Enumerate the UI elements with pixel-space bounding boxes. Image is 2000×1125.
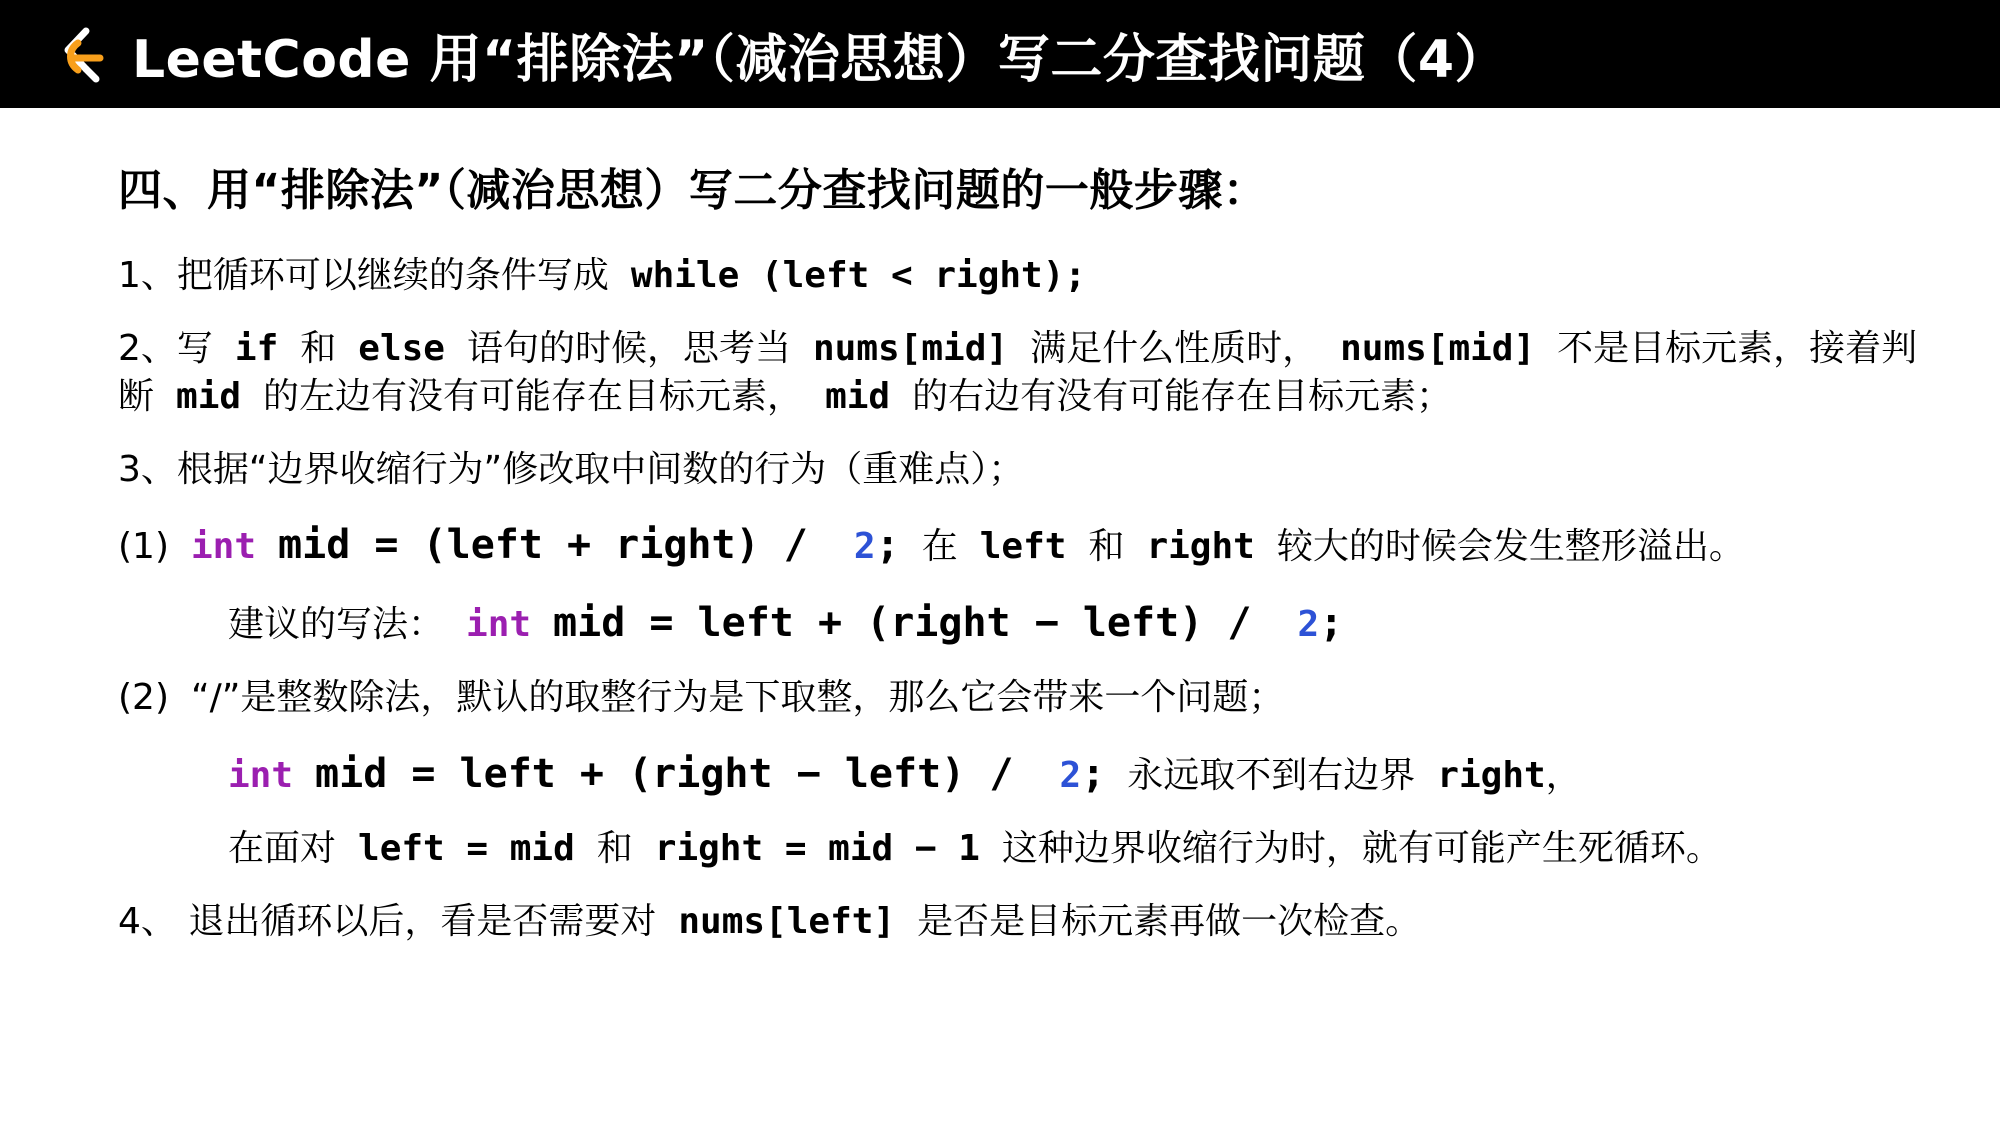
text-run: 4、 退出循环以后，看是否需要对: [118, 900, 657, 942]
text-run: 的左边有没有可能存在目标元素，: [263, 376, 804, 418]
text-run: 的右边有没有可能存在目标元素；: [912, 376, 1453, 418]
sub-step-marker: (1): [118, 526, 169, 568]
sub-step-line: [118, 674, 1940, 723]
code-run: ;: [875, 522, 900, 569]
text-run: 语句的时候，思考当: [466, 327, 791, 369]
sub-step-marker: (2): [118, 677, 169, 719]
number-run: 2: [1297, 604, 1320, 646]
text-run: 较大的时候会发生整形溢出。: [1276, 526, 1745, 568]
sub-step-line: [118, 747, 1940, 801]
text-run: 不是目标元素，接着判断: [118, 327, 1918, 418]
sub-step-line: [118, 825, 1940, 874]
code-run: right = mid − 1: [654, 827, 980, 869]
code-run: mid: [176, 376, 242, 418]
code-run: else: [358, 327, 445, 369]
final-step: [118, 898, 1940, 947]
sub-step-line: [118, 596, 1940, 650]
text-run: 和: [1088, 526, 1125, 568]
code-run: ;: [1081, 750, 1106, 797]
code-run: mid = left + (right − left) /: [315, 750, 1038, 797]
text-run: 满足什么性质时，: [1030, 327, 1319, 369]
leetcode-logo-icon: [48, 23, 110, 85]
code-run: nums[mid]: [1340, 327, 1536, 369]
code-run: mid = left + (right − left) /: [553, 600, 1276, 647]
slide-content: [0, 108, 2000, 946]
code-run: mid: [825, 376, 891, 418]
keyword-run: int: [466, 604, 532, 646]
code-run: nums[left]: [678, 900, 896, 942]
code-run: left = mid: [358, 827, 575, 869]
number-run: 2: [853, 526, 876, 568]
step-line: [118, 898, 1940, 947]
code-run: while (left < right);: [630, 255, 1087, 296]
text-run: 在面对: [228, 827, 337, 869]
sub-items-list: [118, 518, 1940, 873]
code-run: mid = (left + right) /: [278, 522, 832, 569]
keyword-run: int: [191, 526, 257, 568]
text-run: 是否是目标元素再做一次检查。: [917, 900, 1422, 942]
step-line: [118, 252, 1940, 301]
sub-step-line: [118, 518, 1940, 572]
text-run: 在: [921, 526, 958, 568]
code-run: right: [1437, 754, 1546, 796]
text-run: 3、根据“边界收缩行为”修改取中间数的行为（重难点）；: [118, 448, 1025, 490]
code-run: nums[mid]: [813, 327, 1009, 369]
steps-list: [118, 252, 1940, 494]
code-run: ;: [1319, 600, 1344, 647]
text-run: 和: [596, 827, 633, 869]
text-run: ，: [1545, 754, 1582, 796]
text-run: 建议的写法：: [228, 604, 445, 646]
step-line: [118, 446, 1940, 495]
text-run: 和: [300, 327, 337, 369]
text-run: “/”是整数除法，默认的取整行为是下取整，那么它会带来一个问题；: [191, 677, 1285, 719]
code-run: left: [979, 526, 1067, 568]
text-run: 这种边界收缩行为时，就有可能产生死循环。: [1001, 827, 1722, 869]
number-run: 2: [1059, 754, 1082, 796]
text-run: 1、把循环可以继续的条件写成: [118, 255, 609, 296]
code-run: if: [234, 327, 279, 369]
header-title: LeetCode 用“排除法”（减治思想）写二分查找问题（4）: [132, 29, 1508, 90]
section-title: 四、用“排除法”（减治思想）写二分查找问题的一般步骤：: [118, 165, 1268, 216]
keyword-run: int: [228, 754, 294, 796]
text-run: 永远取不到右边界: [1127, 754, 1416, 796]
code-run: right: [1146, 526, 1255, 568]
text-run: 2、写: [118, 327, 213, 369]
slide-header: [0, 0, 2000, 108]
step-line: [118, 325, 1940, 422]
